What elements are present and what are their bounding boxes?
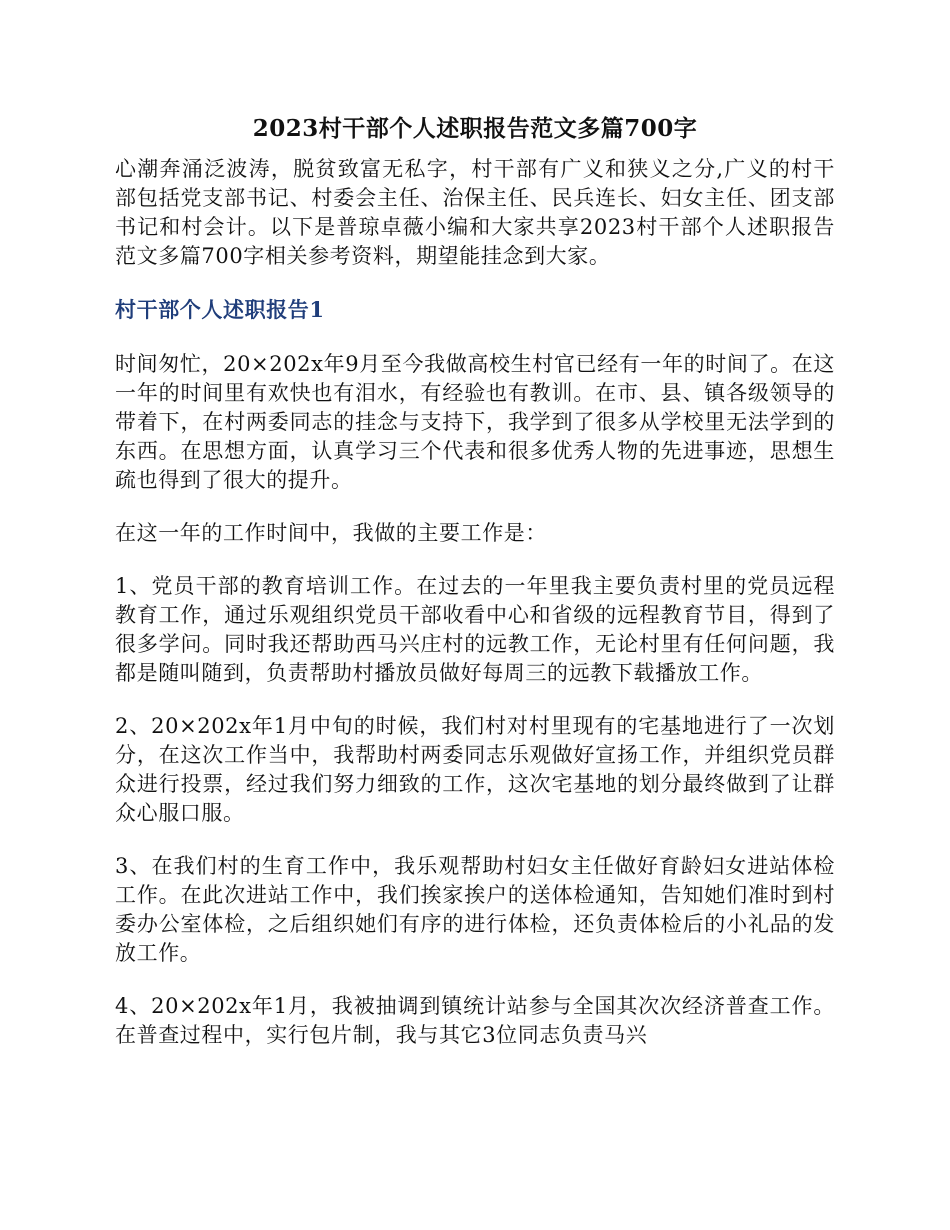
body-paragraph: 3、在我们村的生育工作中，我乐观帮助村妇女主任做好育龄妇女进站体检工作。在此次进站工作中，我们挨家挨户的送体检通知，告知她们准时到村委办公室体检，之后组织她们有序的进行体检，还负责体检后的小礼品的发放工作。: [115, 854, 835, 965]
body-paragraph: 时间匆忙，20×202x年9月至今我做高校生村官已经有一年的时间了。在这一年的时间里有欢快也有泪水，有经验也有教训。在市、县、镇各级领导的带着下，在村两委同志的挂念与支持下，我学到了很多从学校里无法学到的东西。在思想方面，认真学习三个代表和很多优秀人物的先进事迹，思想生疏也得到了很大的提升。: [115, 352, 835, 492]
document-page: [115, 112, 835, 1074]
body-paragraph: 1、党员干部的教育培训工作。在过去的一年里我主要负责村里的党员远程教育工作，通过乐观组织党员干部收看中心和省级的远程教育节目，得到了很多学问。同时我还帮助西马兴庄村的远教工作，无论村里有任何问题，我都是随叫随到，负责帮助村播放员做好每周三的远教下载播放工作。: [115, 574, 835, 685]
body-paragraph: 在这一年的工作时间中，我做的主要工作是：: [115, 521, 547, 545]
body-paragraph: 4、20×202x年1月，我被抽调到镇统计站参与全国其次次经济普查工作。在普查过程中，实行包片制，我与其它3位同志负责马兴: [115, 994, 835, 1047]
body-paragraph: 2、20×202x年1月中旬的时候，我们村对村里现有的宅基地进行了一次划分，在这次工作当中，我帮助村两委同志乐观做好宣扬工作，并组织党员群众进行投票，经过我们努力细致的工作，这次宅基地的划分最终做到了让群众心服口服。: [115, 714, 835, 825]
section-heading: 村干部个人述职报告1: [115, 297, 325, 322]
intro-paragraph: 心潮奔涌泛波涛，脱贫致富无私字，村干部有广义和狭义之分,广义的村干部包括党支部书记、村委会主任、治保主任、民兵连长、妇女主任、团支部书记和村会计。以下是普琼卓薇小编和大家共享2023村干部个人述职报告范文多篇700字相关参考资料，期望能挂念到大家。: [115, 157, 835, 268]
document-title: 2023村干部个人述职报告范文多篇700字: [252, 115, 698, 142]
